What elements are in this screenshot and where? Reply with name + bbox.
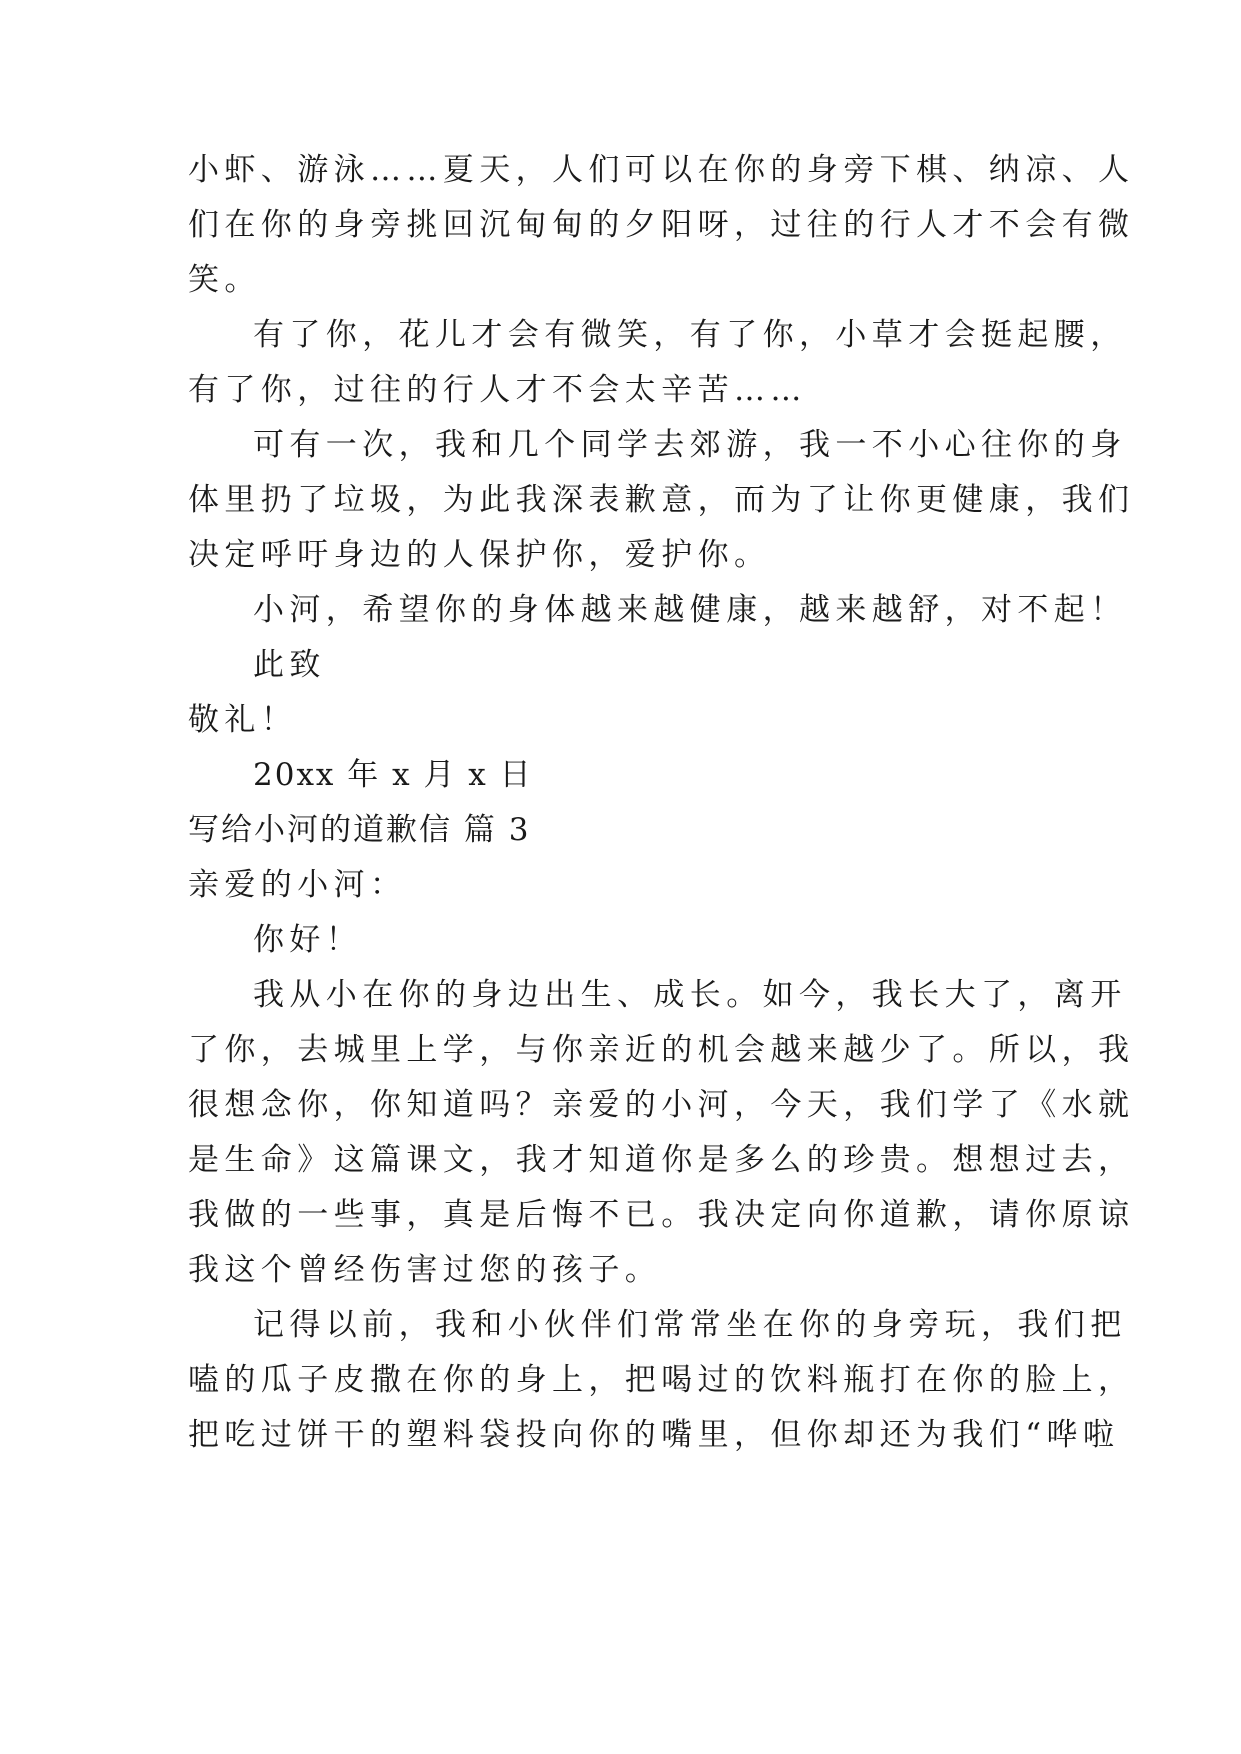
text-line: 记得以前，我和小伙伴们常常坐在你的身旁玩，我们把 bbox=[253, 1307, 1127, 1343]
date-line: 20xx 年 x 月 x 日 bbox=[253, 757, 533, 793]
text-line: 此致 bbox=[253, 647, 326, 683]
text-line: 小河，希望你的身体越来越健康，越来越舒，对不起！ bbox=[253, 592, 1127, 628]
greeting: 你好！ bbox=[253, 922, 363, 958]
text-line: 可有一次，我和几个同学去郊游，我一不小心往你的身 bbox=[253, 427, 1127, 463]
text-line: 我做的一些事，真是后悔不已。我决定向你道歉，请你原谅 bbox=[188, 1197, 1135, 1233]
text-line: 我从小在你的身边出生、成长。如今，我长大了，离开 bbox=[253, 977, 1127, 1013]
text-line: 决定呼吁身边的人保护你，爱护你。 bbox=[188, 537, 771, 573]
text-line: 们在你的身旁挑回沉甸甸的夕阳呀，过往的行人才不会有微 bbox=[188, 207, 1135, 243]
text-line: 嗑的瓜子皮撒在你的身上，把喝过的饮料瓶打在你的脸上， bbox=[188, 1362, 1135, 1398]
text-line: 把吃过饼干的塑料袋投向你的嘴里，但你却还为我们“哗啦 bbox=[188, 1417, 1120, 1453]
text-line: 了你，去城里上学，与你亲近的机会越来越少了。所以，我 bbox=[188, 1032, 1135, 1068]
salutation: 亲爱的小河： bbox=[188, 867, 407, 903]
text-line: 我这个曾经伤害过您的孩子。 bbox=[188, 1252, 662, 1288]
text-line: 笑。 bbox=[188, 262, 261, 298]
section-heading: 写给小河的道歉信 篇 3 bbox=[188, 812, 531, 848]
text-line: 有了你，过往的行人才不会太辛苦…… bbox=[188, 372, 807, 408]
text-line: 敬礼！ bbox=[188, 702, 298, 738]
text-line: 很想念你，你知道吗？亲爱的小河，今天，我们学了《水就 bbox=[188, 1087, 1135, 1123]
text-line: 体里扔了垃圾，为此我深表歉意，而为了让你更健康，我们 bbox=[188, 482, 1135, 518]
text-line: 有了你，花儿才会有微笑，有了你，小草才会挺起腰， bbox=[253, 317, 1127, 353]
text-line: 小虾、游泳……夏天，人们可以在你的身旁下棋、纳凉、人 bbox=[188, 152, 1135, 188]
text-line: 是生命》这篇课文，我才知道你是多么的珍贵。想想过去， bbox=[188, 1142, 1135, 1178]
